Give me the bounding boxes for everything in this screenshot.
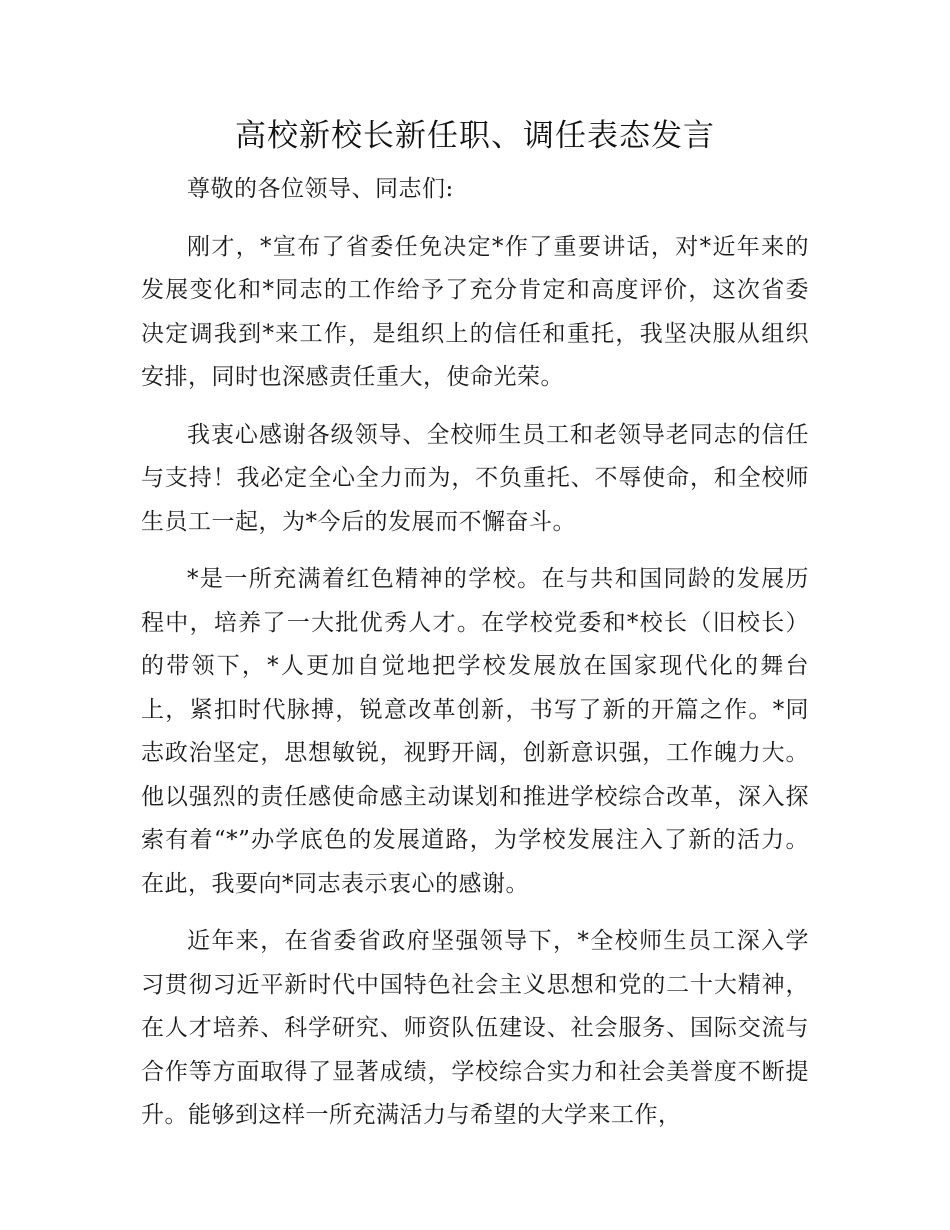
paragraph-achievements: 近年来，在省委省政府坚强领导下，*全校师生员工深入学习贯彻习近平新时代中国特色社会主义思想和党的二十大精神，在人才培养、科学研究、师资队伍建设、社会服务、国际交流与合作等方面取得了显著成绩，学校综合实力和社会美誉度不断提升。能够到这样一所充满活力与希望的大学来工作， (141, 928, 809, 1128)
paragraph-appointment: 刚才，*宣布了省委任免决定*作了重要讲话，对*近年来的发展变化和*同志的工作给予了充分肯定和高度评价，这次省委决定调我到*来工作，是组织上的信任和重托，我坚决服从组织安排，同时也深感责任重大，使命光荣。 (141, 233, 809, 390)
document-page (141, 108, 809, 1138)
document-title: 高校新校长新任职、调任表态发言 (235, 118, 715, 154)
greeting: 尊敬的各位领导、同志们: (187, 176, 454, 202)
paragraph-school-history: *是一所充满着红色精神的学校。在与共和国同龄的发展历程中，培养了一大批优秀人才。在学校党委和*校长（旧校长）的带领下，*人更加自觉地把学校发展放在国家现代化的舞台上，紧扣时代脉搏，锐意改革创新，书写了新的开篇之作。*同志政治坚定，思想敏锐，视野开阔，创新意识强，工作魄力大。他以强烈的责任感使命感主动谋划和推进学校综合改革，深入探索有着“*”办学底色的发展道路，为学校发展注入了新的活力。在此，我要向*同志表示衷心的感谢。 (141, 566, 809, 897)
paragraph-gratitude: 我衷心感谢各级领导、全校师生员工和老领导老同志的信任与支持！我必定全心全力而为，不负重托、不辱使命，和全校师生员工一起，为*今后的发展而不懈奋斗。 (141, 421, 809, 535)
